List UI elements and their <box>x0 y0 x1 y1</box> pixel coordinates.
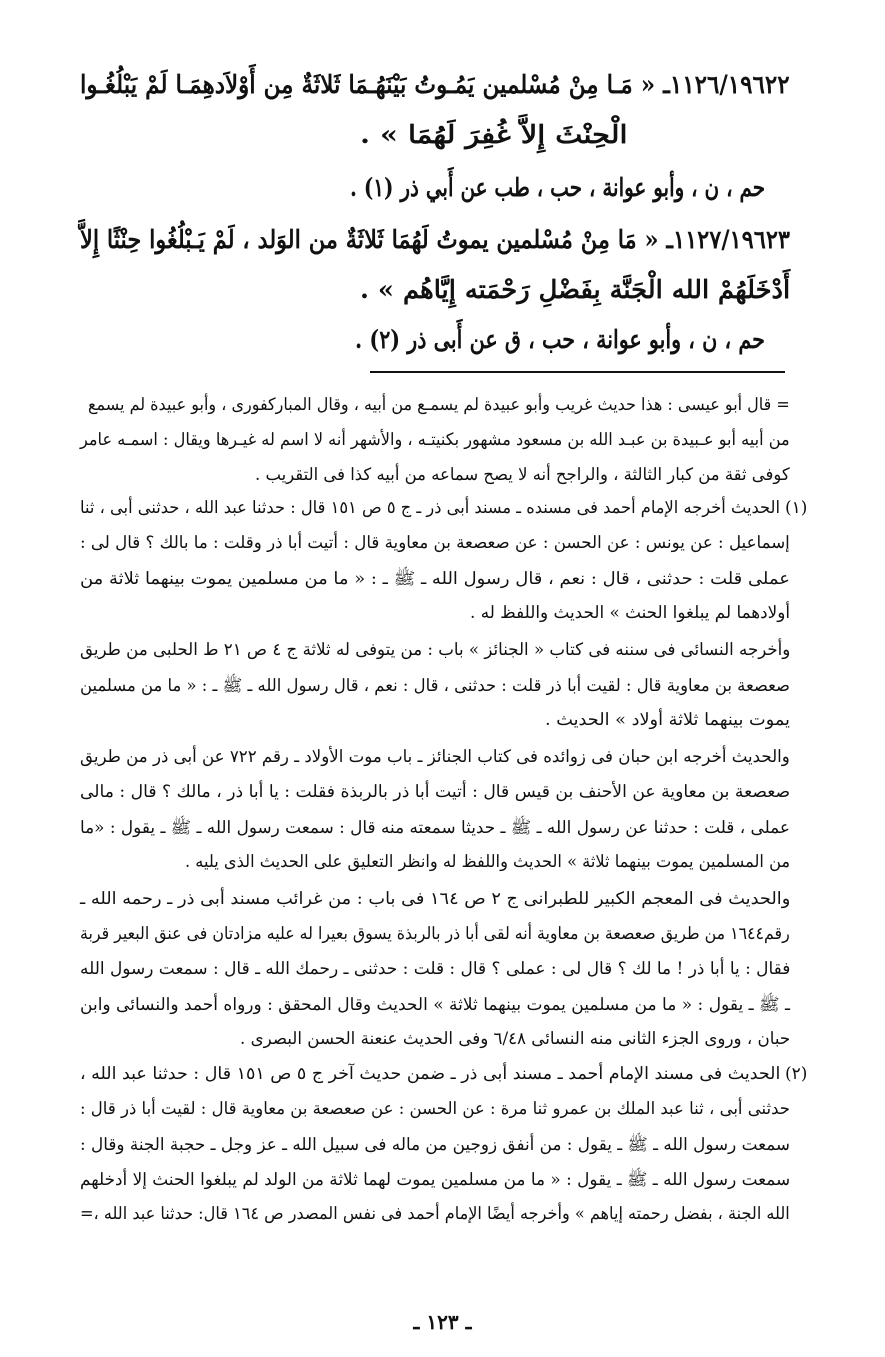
footnote-line: سمعت رسول الله ـ ﷺ ـ يقول : « ما من مسلمين يموت لهما ثلاثة من الولد لم يبلغوا الحنث إلا أدخلهم <box>80 1170 791 1190</box>
footnote-line: الحديث فى مسند الإمام أحمد ـ مسند أبى ذر ـ ضمن حديث آخر ج ٥ ص ١٥١ قال : حدثنا عبد الله ، <box>80 1064 781 1084</box>
footnote-number: (١) <box>785 498 808 518</box>
footnote-line: حبان ، وروى الجزء الثانى منه النسائى ٦/٤٨ وفى الحديث عنعنة الحسن البصرى . <box>240 1029 791 1049</box>
footnote-line: = قال أبو عيسى : هذا حديث غريب وأبو عبيدة لم يسمـع من أبيه ، وقال المباركفورى ، وأبو عبيدة لم يسمع <box>88 395 790 415</box>
footnote-line: من أبيه أبو عـبيدة بن عبـد الله بن مسعود مشهور بكنيتـه ، والأشهر أنه لا اسم له غيـرها ويقال : اسمـه عامر <box>80 430 790 450</box>
footnote-line: صعصعة بن معاوية قال : لقيت أبا ذر قلت : حدثنى ، قال : نعم ، قال رسول الله ـ ﷺ ـ : « ما من مسلمين <box>80 676 790 696</box>
footnote-line: إسماعيل : عن يونس : عن الحسن : عن صعصعة بن معاوية قال : أتيت أبا ذر وقلت : ما بالك ؟ قال لى : <box>80 533 790 553</box>
footnote-line: أولادهما لم يبلغوا الحنث » الحديث واللفظ له . <box>470 603 791 623</box>
footnote-line: وأخرجه النسائى فى سننه فى كتاب « الجنائز » باب : من يتوفى له ثلاثة ج ٤ ص ٢١ ط الحلبى من طريق <box>80 640 791 660</box>
footnote-line: والحديث فى المعجم الكبير للطبرانى ج ٢ ص ١٦٤ فى باب : من غرائب مسند أبى ذر ـ رحمه الله ـ <box>80 889 791 909</box>
footnote-separator <box>370 371 785 373</box>
footnote-line: من المسلمين يموت بينهما ثلاثة » الحديث واللفظ له وانظر التعليق على الحديث الذى يليه . <box>185 852 791 872</box>
footnote-line: عملى قلت : حدثنى ، قال : نعم ، قال رسول الله ـ ﷺ ـ : « ما من مسلمين يموت بينهما ثلاثة من <box>80 569 790 589</box>
footnote-line: صعصعة بن معاوية عن الأحنف بن قيس قال : أتيت أبا ذر بالربذة فقلت : يا أبا ذر ، مالك ؟ قال : مالى <box>80 782 791 802</box>
footnote-line: حدثنى أبى ، ثنا عبد الملك بن عمرو ثنا مرة : عن الحسن : عن صعصعة بن معاوية قال : لقيت أبا ذر قال : <box>80 1099 790 1119</box>
main-text-line: الْحِنْثَ إِلاَّ غُفِرَ لَهُمَا » . <box>360 120 628 149</box>
main-text-line: حم ، ن ، وأبو عوانة ، حب ، طب عن أَبي ذر (١) . <box>350 173 766 202</box>
footnote-line: رقم١٦٤٤ من طريق صعصعة بن معاوية أنه لقى أبا ذر بالربذة يسوق بعيرا له عليه مزادتان فى عنق البعير قربة <box>80 924 790 944</box>
footnote-number: (٢) <box>785 1064 808 1084</box>
footnote-line: سمعت رسول الله ـ ﷺ ـ يقول : من أنفق زوجين من ماله فى سبيل الله ـ عز وجل ـ حجبة الجنة وقال : <box>80 1135 791 1155</box>
main-text-line: أَدْخَلَهُمْ الله الْجَنَّة بِفَضْلِ رَحْمَته إِيَّاهُم » . <box>360 275 791 304</box>
footnote-line: كوفى ثقة من كبار الثالثة ، والراجح أنه لا يصح سماعه من أبيه كذا فى التقريب . <box>255 465 790 485</box>
main-text-line: ١١٢٦/١٩٦٢٢ـ « مَـا مِنْ مُسْلمين يَمُـوتُ بَيْنَهُـمَا ثَلاثَةٌ مِن أَوْلاَدهِمَـا لَمْ يَبْلُغُـوا <box>80 70 790 99</box>
footnote-line: الله الجنة ، بفضل رحمته إياهم » وأخرجه أيضًا الإمام أحمد فى نفس المصدر ص ١٦٤ قال: حدثنا عبد الله ،= <box>80 1204 790 1224</box>
footnote-line: والحديث أخرجه ابن حبان فى زوائده فى كتاب الجنائز ـ باب موت الأولاد ـ رقم ٧٢٢ عن أبى ذر من طريق <box>80 747 790 767</box>
page-number: ـ ١٢٣ ـ <box>413 1310 472 1334</box>
footnote-line: فقال : يا أبا ذر ! ما لك ؟ قال لى : عملى ؟ قال : قلت : حدثنى ـ رحمك الله ـ قال : سمعت رسول الله <box>80 959 791 979</box>
footnote-line: عملى ، قلت : حدثنا عن رسول الله ـ ﷺ ـ حديثا سمعته منه قال : سمعت رسول الله ـ ﷺ ـ يقول : «ما <box>80 818 790 838</box>
main-text-line: حم ، ن ، وأبو عوانة ، حب ، ق عن أَبى ذر (٢) . <box>355 325 765 354</box>
footnote-line: يموت بينهما ثلاثة أولاد » الحديث . <box>545 710 790 730</box>
footnote-line: ـ ﷺ ـ يقول : « ما من مسلمين يموت بينهما ثلاثة » الحديث وقال المحقق : ورواه أحمد والنسائى وابن <box>80 995 790 1015</box>
main-text-line: ١١٢٧/١٩٦٢٣ـ « مَا مِنْ مُسْلمين يموتُ لَهُمَا ثَلاثَةٌ من الوَلد ، لَمْ يَـبْلُغُوا حِنْثًا إِلاَّ <box>80 225 790 254</box>
footnote-line: الحديث أخرجه الإمام أحمد فى مسنده ـ مسند أبى ذر ـ ج ٥ ص ١٥١ قال : حدثنا عبد الله ، حدثنى أبى ، ثنا <box>80 498 781 518</box>
